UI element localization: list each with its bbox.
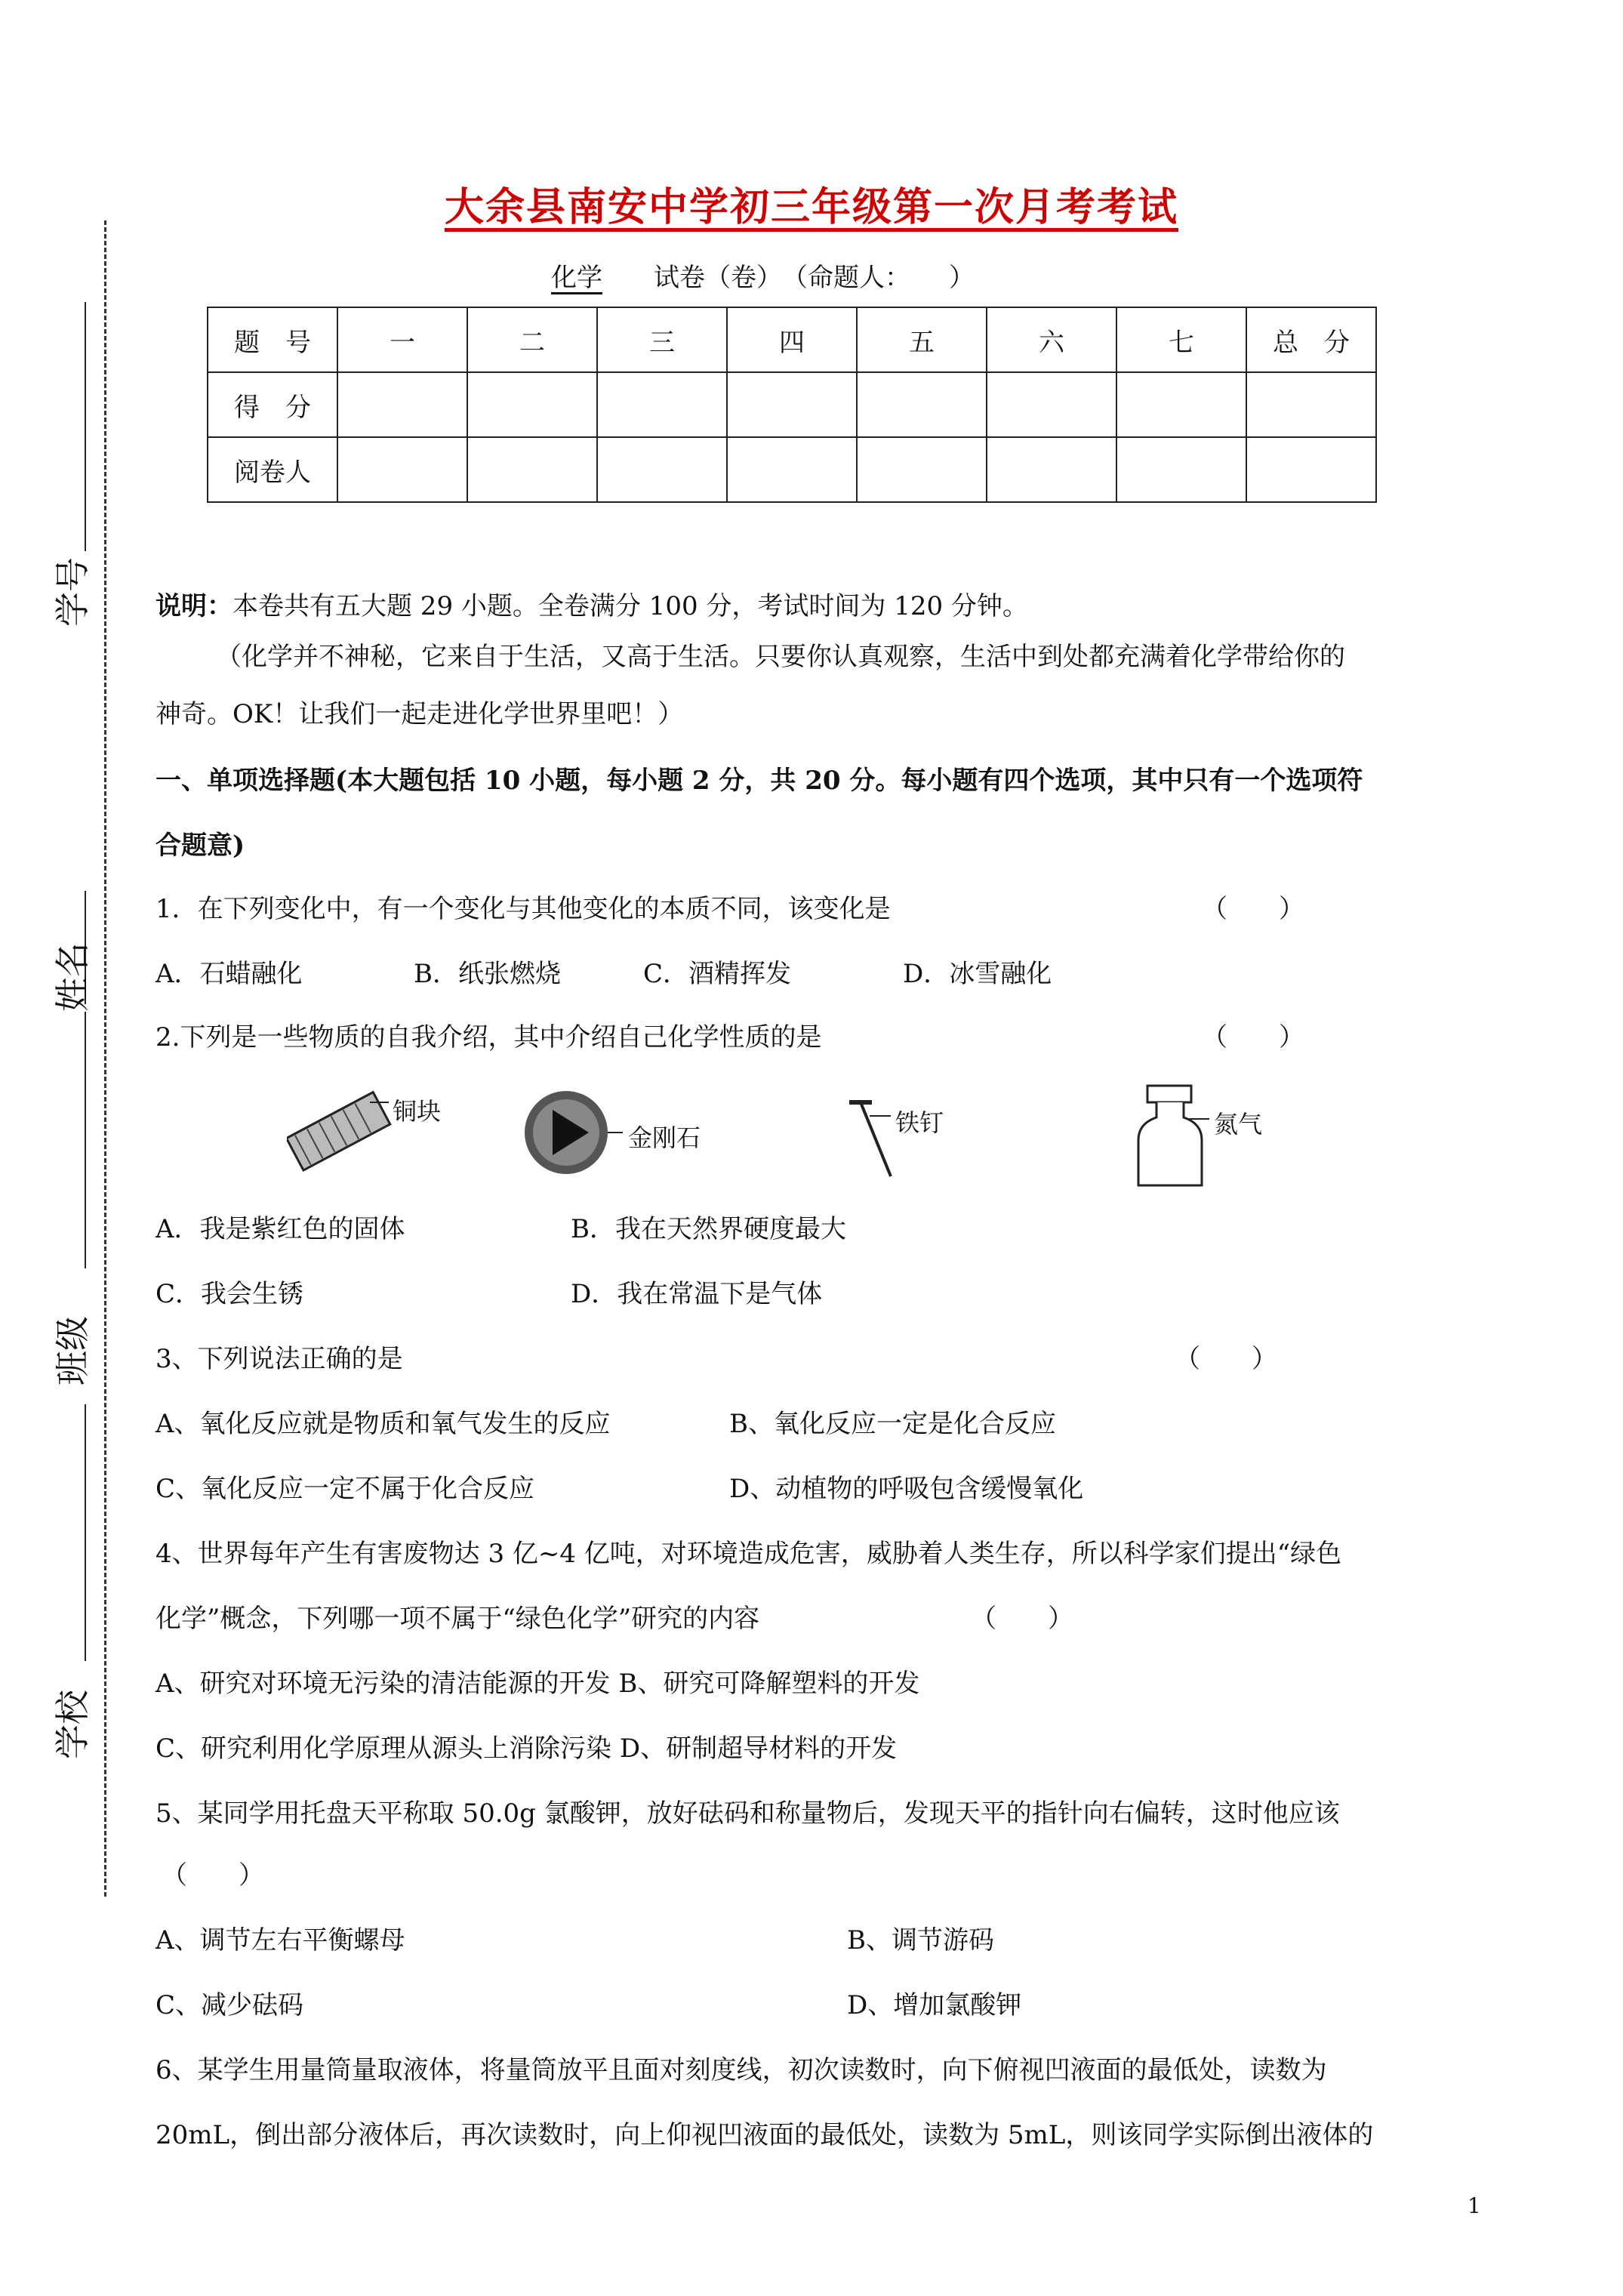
- grader-cell: [467, 437, 597, 502]
- row-label: 得 分: [208, 372, 337, 437]
- subject-name: 化学: [551, 263, 602, 293]
- grader-cell: [337, 437, 467, 502]
- question-6-stem: 6、某学生用量筒量取液体，将量筒放平且面对刻度线，初次读数时，向下俯视凹液面的最低处，读数为: [156, 2055, 1327, 2085]
- copper-block-figure: [287, 1093, 390, 1170]
- header-cell: 四: [727, 307, 857, 372]
- option: A．我是紫红色的固体: [156, 1214, 405, 1244]
- nitrogen-bottle-figure: [1138, 1086, 1209, 1185]
- question-5-stem: 5、某同学用托盘天平称取 50.0g 氯酸钾，放好砝码和称量物后，发现天平的指针向右偏转，这时他应该: [156, 1798, 1340, 1829]
- question-4-stem-cont: 化学”概念，下列哪一项不属于“绿色化学”研究的内容: [156, 1604, 760, 1634]
- header-cell: 三: [597, 307, 727, 372]
- question-6-stem-cont: 20mL，倒出部分液体后，再次读数时，向上仰视凹液面的最低处，读数为 5mL，则该同学实际倒出液体的: [156, 2120, 1374, 2150]
- score-table: [207, 307, 1377, 503]
- header-cell: 二: [467, 307, 597, 372]
- grader-row: [208, 437, 1376, 502]
- exam-title: 大余县南安中学初三年级第一次月考考试: [444, 184, 1178, 230]
- option: C．酒精挥发: [643, 959, 792, 989]
- option: D．冰雪融化: [903, 959, 1052, 989]
- student-id-blank: [85, 302, 86, 551]
- answer-bracket: （ ）: [971, 1604, 1073, 1634]
- name-label: 姓名: [52, 942, 93, 1012]
- instructions: 说明：本卷共有五大题 29 小题。全卷满分 100 分，考试时间为 120 分钟。: [156, 591, 1028, 621]
- option: D、增加氯酸钾: [847, 1990, 1022, 2020]
- answer-bracket: （ ）: [162, 1860, 264, 1891]
- diamond-figure: [525, 1091, 623, 1174]
- score-row: [208, 372, 1376, 437]
- grader-cell: [597, 437, 727, 502]
- header-cell: 一: [337, 307, 467, 372]
- section-heading-cont: 合题意): [156, 831, 245, 861]
- grader-cell: [1246, 437, 1376, 502]
- option: C、减少砝码: [156, 1990, 304, 2020]
- option: A、调节左右平衡螺母: [156, 1925, 405, 1955]
- section-heading: 一、单项选择题(本大题包括 10 小题，每小题 2 分，共 20 分。每小题有四个选项，其中只有一个选项符: [156, 766, 1363, 796]
- grader-cell: [727, 437, 857, 502]
- iron-nail-figure: [849, 1102, 891, 1176]
- question-4-stem: 4、世界每年产生有害废物达 3 亿~4 亿吨，对环境造成危害，威胁着人类生存，所以科学家们提出“绿色: [156, 1539, 1342, 1569]
- header-cell: 五: [857, 307, 987, 372]
- score-cell: [597, 372, 727, 437]
- figure-label: 氮气: [1214, 1110, 1263, 1139]
- option: B、调节游码: [847, 1925, 994, 1955]
- question-2-stem: 2.下列是一些物质的自我介绍，其中介绍自己化学性质的是: [156, 1022, 822, 1052]
- header-cell: 题 号: [208, 307, 337, 372]
- score-cell: [467, 372, 597, 437]
- exam-subtitle: 化学 试卷（卷） （命题人： ）: [551, 263, 975, 293]
- intro-line-2: 神奇。OK！让我们一起走进化学世界里吧！）: [156, 699, 684, 729]
- option: A、研究对环境无污染的清洁能源的开发 B、研究可降解塑料的开发: [156, 1669, 920, 1699]
- student-id-label: 学号: [52, 557, 93, 627]
- score-cell: [857, 372, 987, 437]
- grader-cell: [1116, 437, 1246, 502]
- option: C、氧化反应一定不属于化合反应: [156, 1474, 535, 1504]
- option: D、动植物的呼吸包含缓慢氧化: [729, 1474, 1084, 1504]
- header-cell: 七: [1116, 307, 1246, 372]
- school-label: 学校: [52, 1690, 93, 1759]
- option: B．纸张燃烧: [414, 959, 561, 989]
- option: D．我在常温下是气体: [571, 1279, 823, 1309]
- school-blank: [85, 1404, 86, 1661]
- score-cell: [337, 372, 467, 437]
- answer-bracket: （ ）: [1202, 894, 1304, 924]
- grader-cell: [987, 437, 1116, 502]
- option: C．我会生锈: [156, 1279, 304, 1309]
- header-cell: 总 分: [1246, 307, 1376, 372]
- figure-label: 金刚石: [628, 1123, 701, 1152]
- option: B、氧化反应一定是化合反应: [729, 1409, 1056, 1439]
- answer-bracket: （ ）: [1175, 1344, 1277, 1374]
- option: B．我在天然界硬度最大: [571, 1214, 846, 1244]
- grader-cell: [857, 437, 987, 502]
- answer-bracket: （ ）: [1202, 1022, 1304, 1052]
- row-label: 阅卷人: [208, 437, 337, 502]
- header-cell: 六: [987, 307, 1116, 372]
- score-cell: [1246, 372, 1376, 437]
- class-label: 班级: [52, 1316, 93, 1385]
- class-blank: [85, 1012, 86, 1268]
- option: A．石蜡融化: [156, 959, 303, 989]
- page-number: 1: [1467, 2193, 1481, 2218]
- figure-label: 铜块: [393, 1097, 442, 1126]
- figure-label: 铁钉: [895, 1108, 944, 1137]
- score-table-header: [208, 307, 1376, 372]
- option: A、氧化反应就是物质和氧气发生的反应: [156, 1409, 611, 1439]
- score-cell: [727, 372, 857, 437]
- question-3-stem: 3、下列说法正确的是: [156, 1344, 403, 1374]
- question-1-stem: 1．在下列变化中，有一个变化与其他变化的本质不同，该变化是: [156, 894, 891, 924]
- intro-line-1: （化学并不神秘，它来自于生活，又高于生活。只要你认真观察，生活中到处都充满着化学带给你的: [216, 642, 1345, 672]
- score-cell: [1116, 372, 1246, 437]
- score-cell: [987, 372, 1116, 437]
- option: C、研究利用化学原理从源头上消除污染 D、研制超导材料的开发: [156, 1734, 898, 1764]
- binding-dashed-line: [104, 220, 106, 1897]
